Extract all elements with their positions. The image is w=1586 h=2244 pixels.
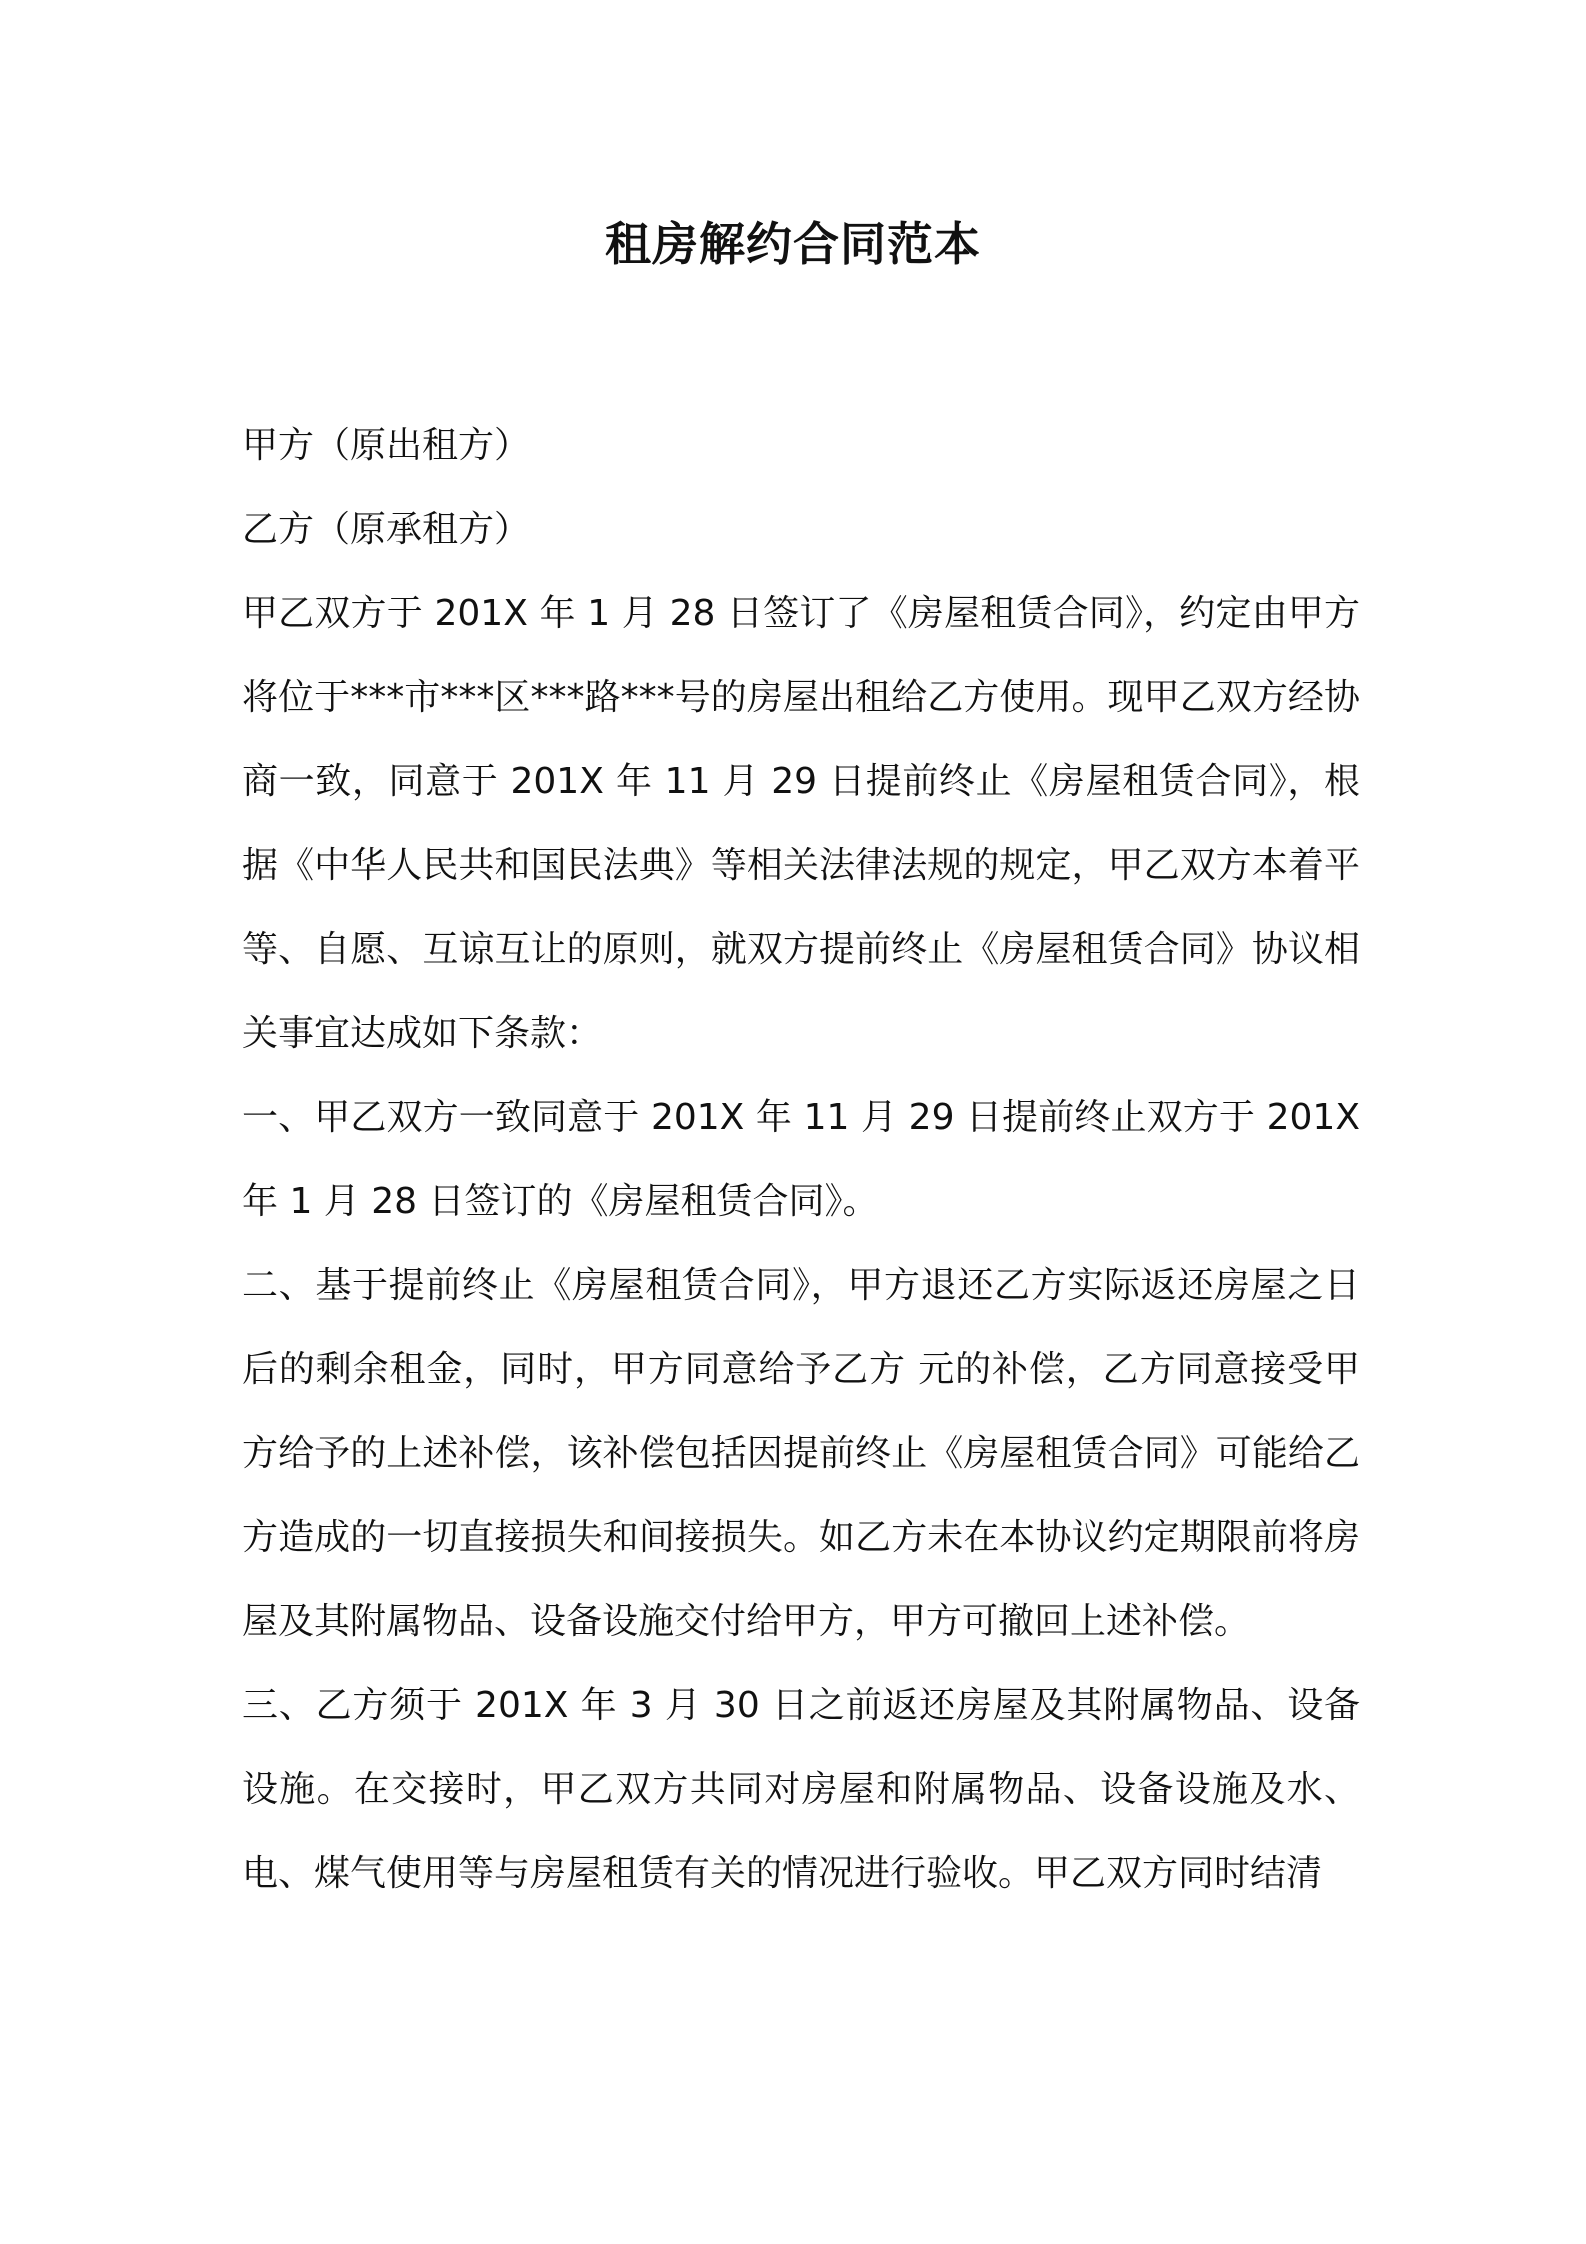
document-title: 租房解约合同范本 bbox=[605, 217, 981, 271]
clause-1-paragraph: 一、甲乙双方一致同意于 201X 年 11 月 29 日提前终止双方于 201X 年 1 月 28 日签订的《房屋租赁合同》。 bbox=[242, 1097, 1360, 1222]
party-b-line: 乙方（原承租方） bbox=[242, 509, 531, 550]
party-a-line: 甲方（原出租方） bbox=[242, 425, 531, 466]
document-body bbox=[242, 404, 1360, 1916]
clause-2-paragraph: 二、基于提前终止《房屋租赁合同》，甲方退还乙方实际返还房屋之日后的剩余租金，同时，甲方同意给予乙方 元的补偿，乙方同意接受甲方给予的上述补偿，该补偿包括因提前终止《房屋租赁合同》可能给乙方造成的一切直接损失和间接损失。如乙方未在本协议约定期限前将房屋及其附属物品、设备设施交付给甲方，甲方可撤回上述补偿。 bbox=[242, 1265, 1360, 1642]
preamble-paragraph: 甲乙双方于 201X 年 1 月 28 日签订了《房屋租赁合同》，约定由甲方将位于***市***区***路***号的房屋出租给乙方使用。现甲乙双方经协商一致，同意于 201X 年 11 月 29 日提前终止《房屋租赁合同》，根据《中华人民共和国民法典》等相关法律法规的规定，甲乙双方本着平等、自愿、互谅互让的原则，就双方提前终止《房屋租赁合同》协议相关事宜达成如下条款： bbox=[242, 593, 1360, 1054]
clause-3-paragraph: 三、乙方须于 201X 年 3 月 30 日之前返还房屋及其附属物品、设备设施。在交接时，甲乙双方共同对房屋和附属物品、设备设施及水、电、煤气使用等与房屋租赁有关的情况进行验收。甲乙双方同时结清 bbox=[242, 1685, 1360, 1894]
